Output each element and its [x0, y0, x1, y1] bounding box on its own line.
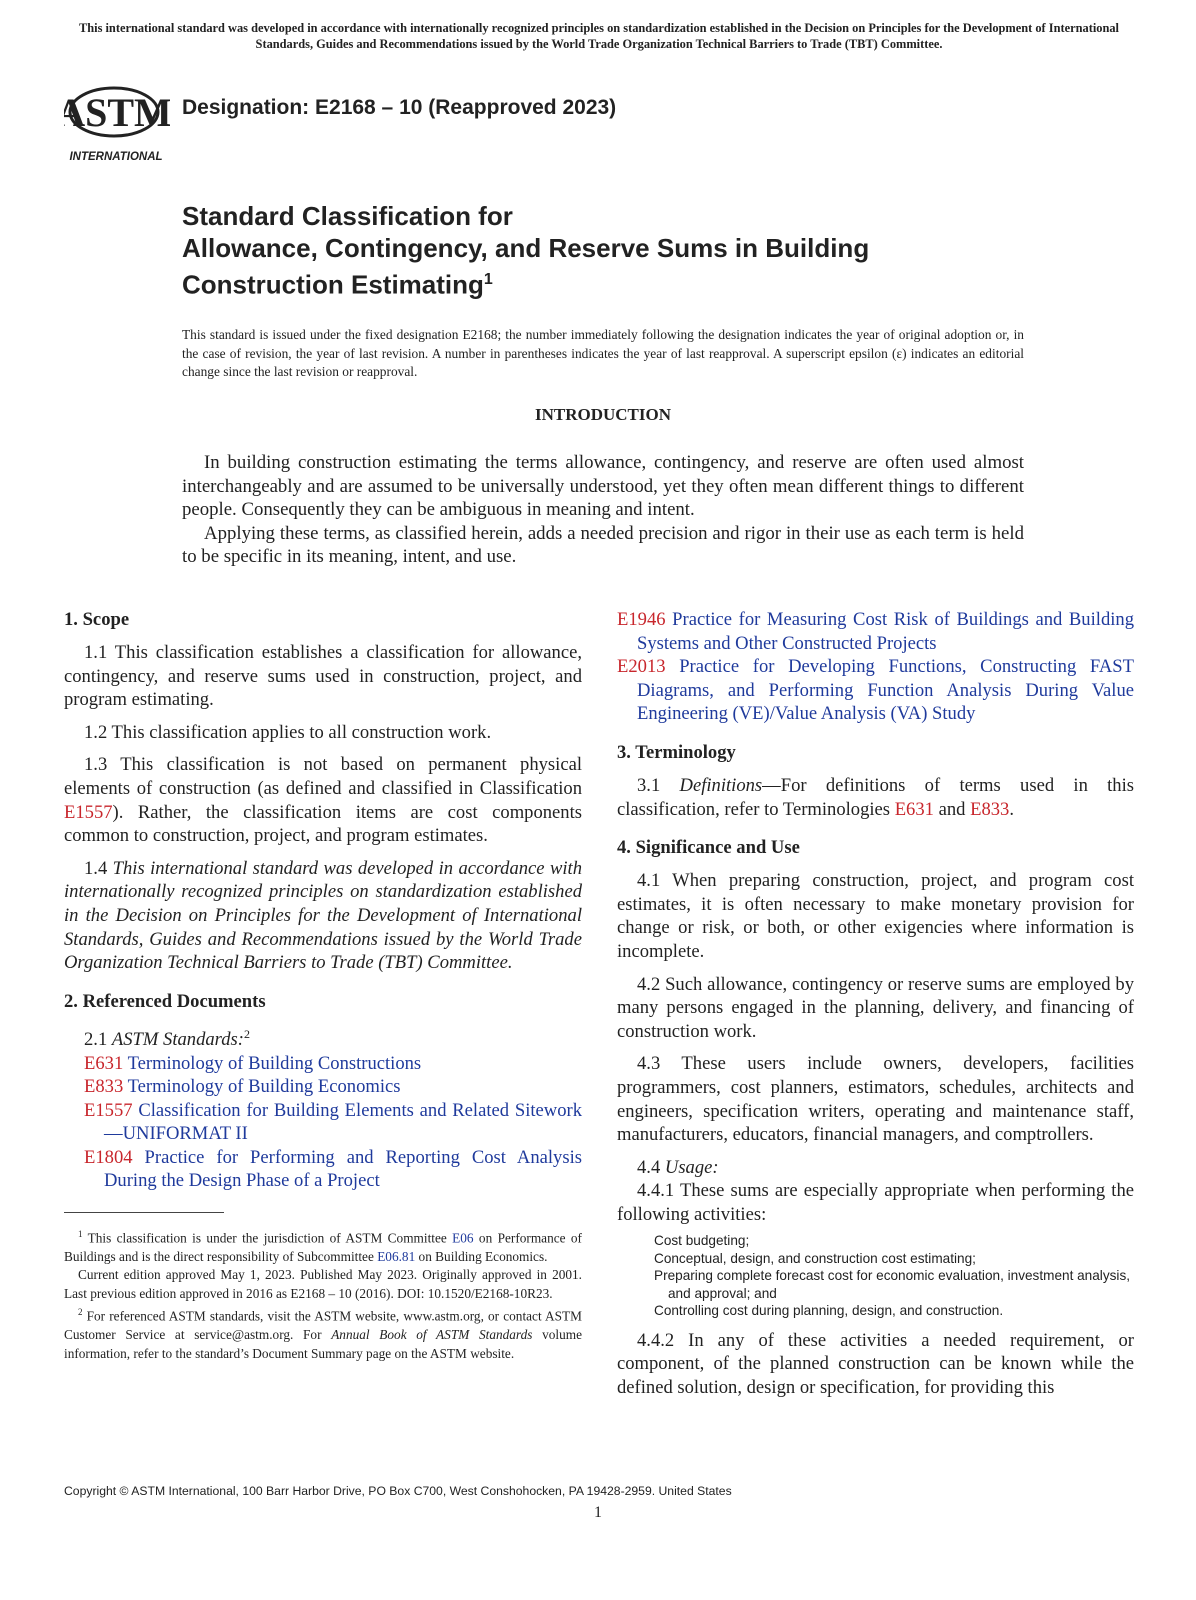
introduction-heading: INTRODUCTION — [534, 405, 672, 424]
list-item: Controlling cost during planning, design, and construction. — [654, 1303, 1004, 1319]
top-notice: This international standard was developed in accordance with internationally recognized principles on standardization established in the Decision on Principles for the Development of International Standards, Guides and Recommendations issued by the World Trade Organization Technical Barriers to Trade (TBT) Committee. — [78, 21, 1120, 51]
section-heading-terminology: 3. Terminology — [617, 741, 736, 763]
reference-title[interactable]: Terminology of Building Constructions — [127, 1052, 422, 1074]
link-e06[interactable]: E06 — [452, 1230, 474, 1246]
paragraph-4-4: 4.4 Usage: — [637, 1156, 719, 1178]
logo-text: ASTM — [64, 90, 170, 135]
reference-title[interactable]: Practice for Performing and Reporting Cost Analysis During the Design Phase of a Project — [104, 1146, 582, 1192]
introduction — [182, 451, 1024, 569]
paragraph-1-2: 1.2 This classification applies to all construction work. — [84, 721, 492, 743]
title-line-2: Allowance, Contingency, and Reserve Sums in Building — [182, 233, 870, 263]
link-e833[interactable]: E833 — [970, 798, 1010, 820]
introduction-paragraph: In building construction estimating the terms allowance, contingency, and reserve are often used almost interchangeably and are assumed to be universally understood, yet they often mean different things to different people. Consequently they can be ambiguous in meaning and intent. — [182, 452, 1024, 520]
title-line-1: Standard Classification for — [182, 201, 513, 231]
reference-code[interactable]: E833 — [84, 1076, 124, 1098]
paragraph-4-2: 4.2 Such allowance, contingency or reserve sums are employed by many persons engaged in the planning, delivery, and financing of construction work. — [617, 973, 1134, 1042]
paragraph-1-3: 1.3 This classification is not based on permanent physical elements of construction (as defined and classified in Classification E1557). Rather, the classification items are cost components common to construction, project, and program estimates. — [64, 754, 582, 847]
page-number: 1 — [594, 1504, 602, 1521]
reference-item[interactable] — [617, 608, 1134, 655]
reference-code[interactable]: E1804 — [84, 1146, 133, 1168]
reference-code[interactable]: E1557 — [84, 1099, 133, 1121]
link-e06-81[interactable]: E06.81 — [377, 1248, 416, 1264]
section-heading-referenced: 2. Referenced Documents — [64, 990, 266, 1012]
issue-note: This standard is issued under the fixed designation E2168; the number immediately following the designation indicates the year of original adoption or, in the case of revision, the year of last revision. A number in parentheses indicates the year of last reapproval. A superscript epsilon (ε) indicates an editorial change since the last revision or reapproval. — [182, 327, 1024, 380]
logo-subtext: INTERNATIONAL — [69, 151, 163, 163]
designation: Designation: E2168 – 10 (Reapproved 2023) — [182, 96, 617, 119]
paragraph-4-4-2: 4.4.2 In any of these activities a needed requirement, or component, of the planned construction can be known while the defined solution, design or specification, for providing this — [617, 1329, 1134, 1398]
reference-title[interactable]: Classification for Building Elements and Related Sitework—UNIFORMAT II — [104, 1099, 582, 1145]
astm-logo — [64, 70, 170, 166]
right-column — [617, 608, 1134, 1399]
copyright: Copyright © ASTM International, 100 Barr Harbor Drive, PO Box C700, West Conshohocken, PA 19428-2959. United States — [64, 1484, 732, 1498]
paragraph-4-1: 4.1 When preparing construction, project, and program cost estimates, it is often necessary to make monetary provision for change or risk, or both, or other exigencies where information is incomplete. — [617, 870, 1134, 962]
reference-item[interactable] — [617, 655, 1134, 726]
document-title — [182, 200, 1042, 301]
title-line-3: Construction Estimating$^1$ — [182, 269, 493, 300]
footnote-1-edition: Current edition approved May 1, 2023. Published May 2023. Originally approved in 2001. Last previous edition approved in 2016 as E2168 – 10 (2016). DOI: 10.1520/E2168-10R23. — [64, 1267, 582, 1301]
paragraph-4-3: 4.3 These users include owners, developers, facilities programmers, cost planners, estimators, schedules, architects and engineers, specification writers, operating and maintenance staff, manufacturers, educators, financial managers, and comptrollers. — [617, 1053, 1134, 1146]
footnote-1: $^1$ This classification is under the jurisdiction of ASTM Committee E06 on Performance of Buildings and is the direct responsibility of Subcommittee E06.81 on Building Economics. — [64, 1229, 582, 1264]
section-heading-scope: 1. Scope — [64, 609, 130, 630]
section-heading-significance: 4. Significance and Use — [617, 837, 800, 859]
reference-title[interactable]: Practice for Developing Functions, Constructing FAST Diagrams, and Performing Function Analysis During Value Engineering (VE)/Value Analysis (VA) Study — [637, 656, 1134, 725]
paragraph-3-1: 3.1 Definitions—For definitions of terms used in this classification, refer to Terminologies E631 and E833. — [617, 774, 1135, 820]
paragraph-4-4-1: 4.4.1 These sums are especially appropriate when performing the following activities: — [617, 1180, 1134, 1225]
footnote-divider — [64, 1212, 224, 1213]
activities-list — [617, 1232, 1134, 1319]
link-e631[interactable]: E631 — [894, 798, 934, 820]
title-footnote-mark: 1 — [483, 271, 493, 288]
list-item: Cost budgeting; — [654, 1233, 750, 1249]
reference-item[interactable] — [64, 1052, 582, 1076]
paragraph-1-1: 1.1 This classification establishes a classification for allowance, contingency, and reserve sums used in construction, project, and program estimating. — [64, 642, 582, 711]
reference-item[interactable] — [64, 1146, 582, 1193]
list-item: Preparing complete forecast cost for economic evaluation, investment analysis, and approval; and — [654, 1268, 1131, 1301]
footnotes — [64, 1225, 582, 1363]
introduction-paragraph: Applying these terms, as classified herein, adds a needed precision and rigor in their use as each term is held to be specific in its meaning, intent, and use. — [182, 522, 1024, 567]
reference-code[interactable]: E631 — [84, 1052, 124, 1074]
paragraph-1-4: 1.4 This international standard was developed in accordance with internationally recognized principles on standardization established in the Decision on Principles for the Development of International Standards, Guides and Recommendations issued by the World Trade Organization Technical Barriers to Trade (TBT) Committee. — [64, 857, 583, 974]
reference-title[interactable]: Terminology of Building Economics — [127, 1076, 401, 1098]
reference-item[interactable] — [64, 1075, 582, 1099]
paragraph-2-1: 2.1 ASTM Standards:$^2$ — [84, 1026, 250, 1050]
reference-item[interactable] — [64, 1099, 582, 1146]
reference-code[interactable]: E2013 — [617, 656, 666, 678]
list-item: Conceptual, design, and construction cost estimating; — [654, 1250, 976, 1266]
link-e1557[interactable]: E1557 — [64, 801, 113, 823]
footnote-2: $^2$ For referenced ASTM standards, visit the ASTM website, www.astm.org, or contact ASTM Customer Service at service@astm.org. For Annual Book of ASTM Standards volume information, refer to the standard’s Document Summary page on the ASTM website. — [64, 1307, 582, 1361]
reference-title[interactable]: Practice for Measuring Cost Risk of Buildings and Building Systems and Other Constructed Projects — [637, 609, 1134, 654]
left-column — [64, 608, 582, 1193]
reference-code[interactable]: E1946 — [617, 609, 666, 630]
